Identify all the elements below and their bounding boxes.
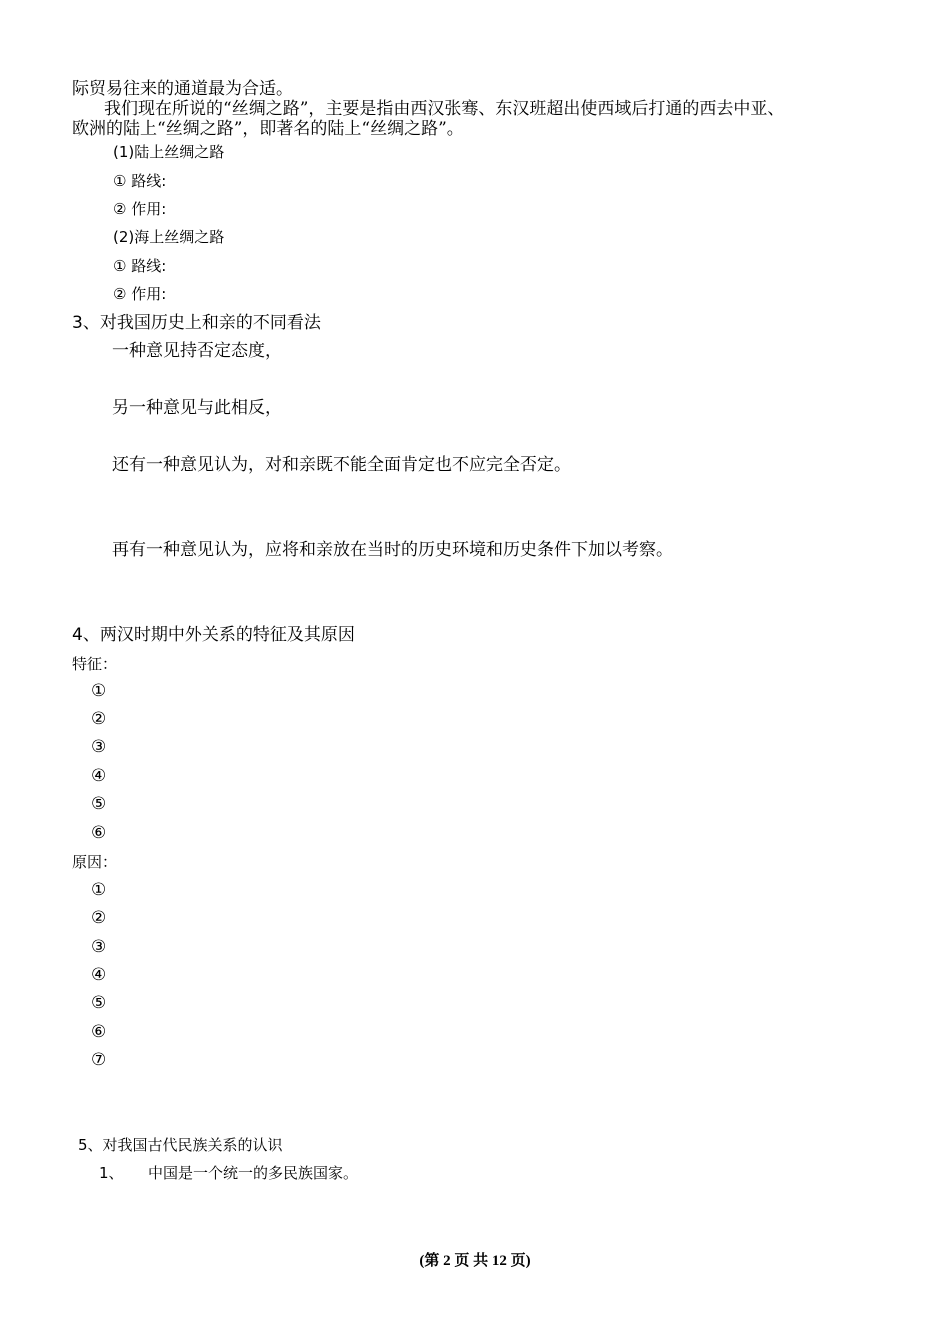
opinion-1: 一种意见持否定态度， [112,341,282,361]
sea-effect-label: ② 作用: [113,285,167,303]
features-label: 特征： [72,655,118,673]
reason-item-4: ④ [91,965,107,985]
land-silk-road-title: (1)陆上丝绸之路 [113,143,225,161]
sea-route-label: ① 路线: [113,257,167,275]
section-5-item-1-text: 中国是一个统一的多民族国家。 [148,1164,359,1182]
section-4-heading: 4、两汉时期中外关系的特征及其原因 [72,625,355,645]
reason-item-6: ⑥ [91,1022,107,1042]
reason-item-2: ② [91,908,107,928]
intro-line-3: 欧洲的陆上“丝绸之路”，即著名的陆上“丝绸之路”。 [72,119,464,139]
feature-item-1: ① [91,681,107,701]
reason-item-1: ① [91,880,107,900]
page-number-footer: (第 2 页 共 12 页) [419,1253,531,1269]
reasons-label: 原因： [72,853,118,871]
feature-item-4: ④ [91,766,107,786]
intro-line-1: 际贸易往来的通道最为合适。 [72,79,293,99]
reason-item-5: ⑤ [91,993,107,1013]
feature-item-5: ⑤ [91,794,107,814]
reason-item-3: ③ [91,937,107,957]
section-3-heading: 3、对我国历史上和亲的不同看法 [72,313,321,333]
land-route-label: ① 路线: [113,172,167,190]
reason-item-7: ⑦ [91,1050,107,1070]
feature-item-6: ⑥ [91,823,107,843]
section-5-heading: 5、对我国古代民族关系的认识 [78,1136,283,1154]
land-effect-label: ② 作用: [113,200,167,218]
opinion-4: 再有一种意见认为，应将和亲放在当时的历史环境和历史条件下加以考察。 [112,540,673,560]
opinion-3: 还有一种意见认为，对和亲既不能全面肯定也不应完全否定。 [112,455,571,475]
feature-item-2: ② [91,709,107,729]
opinion-2: 另一种意见与此相反， [112,398,282,418]
feature-item-3: ③ [91,737,107,757]
sea-silk-road-title: (2)海上丝绸之路 [113,228,225,246]
section-5-item-1-number: 1、 [99,1164,124,1182]
intro-line-2: 我们现在所说的“丝绸之路”，主要是指由西汉张骞、东汉班超出使西域后打通的西去中亚、 [104,99,785,119]
